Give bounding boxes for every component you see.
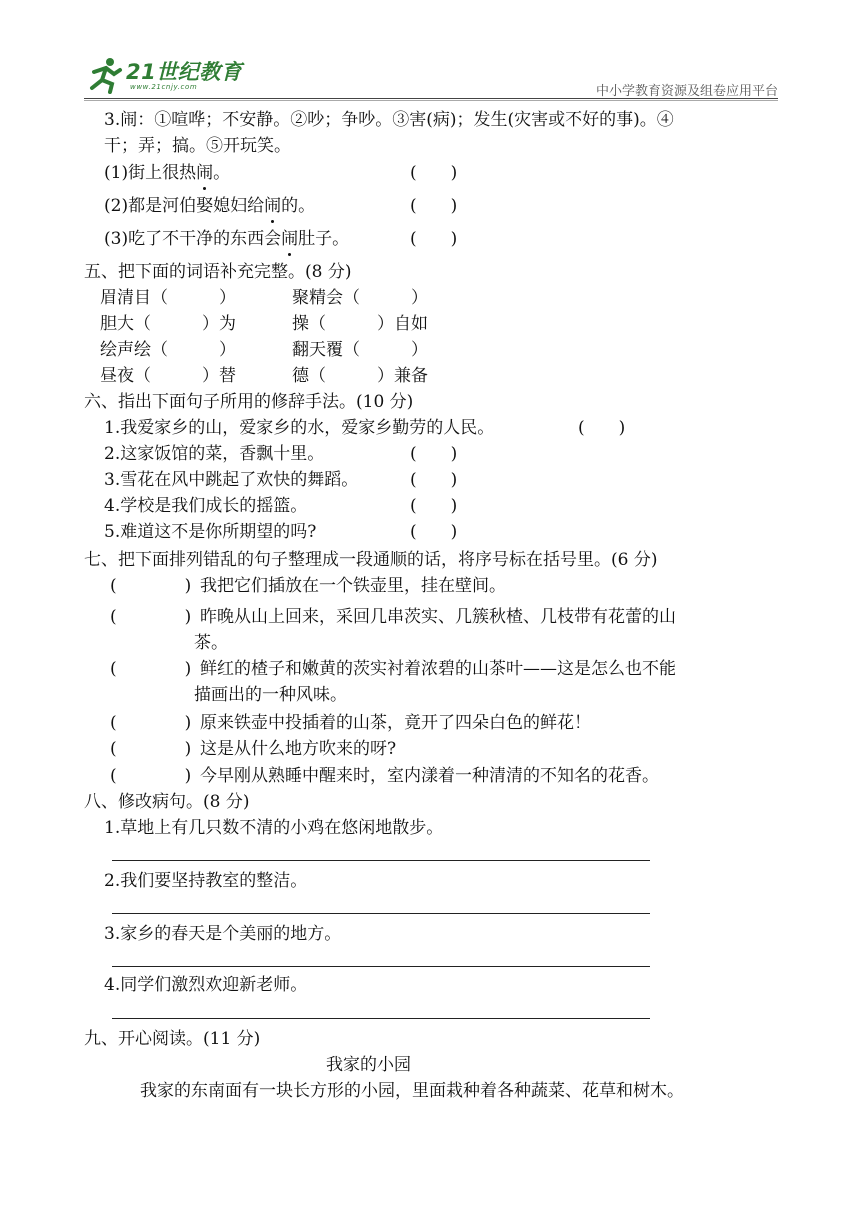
emphasis-char: 闹 xyxy=(196,160,213,186)
idiom-blank[interactable]: 眉清目（ ） xyxy=(100,288,236,308)
order-sentence: 今早刚从熟睡中醒来时，室内漾着一种清清的不知名的花香。 xyxy=(200,766,659,786)
q3-item-1: (1)街上很热闹。 xyxy=(104,160,230,186)
faulty-sentence: 1.草地上有几只数不清的小鸡在悠闲地散步。 xyxy=(104,818,444,838)
answer-paren[interactable]: ( ) xyxy=(410,163,458,183)
passage-title: 我家的小园 xyxy=(326,1055,411,1075)
order-paren[interactable]: ( ) xyxy=(110,766,192,786)
order-paren[interactable]: ( ) xyxy=(110,607,192,627)
order-sentence: 昨晚从山上回来，采回几串茨实、几簇秋楂、几枝带有花蕾的山 xyxy=(200,607,676,627)
q3-item-2: (2)都是河伯娶媳妇给闹的。 xyxy=(104,193,315,219)
idiom-blank[interactable]: 昼夜（ ）替 xyxy=(100,366,236,386)
answer-paren[interactable]: ( ) xyxy=(410,196,458,216)
answer-paren[interactable]: ( ) xyxy=(410,229,458,249)
answer-line[interactable] xyxy=(112,860,650,861)
section-6-title: 六、指出下面句子所用的修辞手法。(10 分) xyxy=(84,392,414,412)
logo-text: 21世纪教育 xyxy=(126,60,243,84)
header-divider-thin xyxy=(84,100,778,101)
rhetoric-sentence: 1.我爱家乡的山，爱家乡的水，爱家乡勤劳的人民。 xyxy=(104,418,495,438)
order-paren[interactable]: ( ) xyxy=(110,576,192,596)
idiom-blank[interactable]: 绘声绘（ ） xyxy=(100,340,236,360)
answer-line[interactable] xyxy=(112,966,650,967)
answer-paren[interactable]: ( ) xyxy=(410,444,458,464)
section-7-title: 七、把下面排列错乱的句子整理成一段通顺的话，将序号标在括号里。(6 分) xyxy=(84,550,658,570)
idiom-blank[interactable]: 德（ ）兼备 xyxy=(292,366,428,386)
faulty-sentence: 4.同学们激烈欢迎新老师。 xyxy=(104,975,308,995)
answer-line[interactable] xyxy=(112,913,650,914)
rhetoric-sentence: 4.学校是我们成长的摇篮。 xyxy=(104,496,308,516)
q3-item-3: (3)吃了不干净的东西会闹肚子。 xyxy=(104,226,349,252)
idiom-blank[interactable]: 胆大（ ）为 xyxy=(100,314,236,334)
answer-paren[interactable]: ( ) xyxy=(410,496,458,516)
passage-paragraph: 我家的东南面有一块长方形的小园，里面栽种着各种蔬菜、花草和树木。 xyxy=(140,1081,684,1101)
q3-definition-line2: 干；弄；搞。⑤开玩笑。 xyxy=(104,136,291,156)
rhetoric-sentence: 3.雪花在风中跳起了欢快的舞蹈。 xyxy=(104,470,359,490)
order-sentence: 这是从什么地方吹来的呀? xyxy=(200,739,397,759)
answer-paren[interactable]: ( ) xyxy=(578,418,626,438)
section-8-title: 八、修改病句。(8 分) xyxy=(84,792,250,812)
order-sentence-cont: 描画出的一种风味。 xyxy=(194,685,347,705)
rhetoric-sentence: 5.难道这不是你所期望的吗? xyxy=(104,522,317,542)
faulty-sentence: 2.我们要坚持教室的整洁。 xyxy=(104,871,308,891)
section-9-title: 九、开心阅读。(11 分) xyxy=(84,1029,261,1049)
order-sentence-cont: 茶。 xyxy=(194,633,228,653)
platform-label: 中小学教育资源及组卷应用平台 xyxy=(595,84,778,99)
order-sentence: 鲜红的楂子和嫩黄的茨实衬着浓碧的山茶叶——这是怎么也不能 xyxy=(200,659,676,679)
order-paren[interactable]: ( ) xyxy=(110,659,192,679)
emphasis-char: 闹 xyxy=(281,226,298,252)
logo-url: www.21cnjy.com xyxy=(130,83,198,91)
header-divider xyxy=(84,98,778,99)
rhetoric-sentence: 2.这家饭馆的菜，香飘十里。 xyxy=(104,444,325,464)
faulty-sentence: 3.家乡的春天是个美丽的地方。 xyxy=(104,924,342,944)
q3-definition-line1: 3.闹：①喧哗；不安静。②吵；争吵。③害(病)；发生(灾害或不好的事)。④ xyxy=(104,110,674,130)
idiom-blank[interactable]: 聚精会（ ） xyxy=(292,288,428,308)
order-paren[interactable]: ( ) xyxy=(110,739,192,759)
order-paren[interactable]: ( ) xyxy=(110,713,192,733)
order-sentence: 我把它们插放在一个铁壶里，挂在壁间。 xyxy=(200,576,506,596)
answer-paren[interactable]: ( ) xyxy=(410,522,458,542)
idiom-blank[interactable]: 操（ ）自如 xyxy=(292,314,428,334)
logo xyxy=(86,54,256,98)
answer-line[interactable] xyxy=(112,1018,650,1019)
running-man-logo-icon xyxy=(86,56,126,94)
emphasis-char: 闹 xyxy=(264,193,281,219)
answer-paren[interactable]: ( ) xyxy=(410,470,458,490)
section-5-title: 五、把下面的词语补充完整。(8 分) xyxy=(84,262,352,282)
idiom-blank[interactable]: 翻天覆（ ） xyxy=(292,340,428,360)
page-header xyxy=(0,0,860,100)
order-sentence: 原来铁壶中投插着的山茶，竟开了四朵白色的鲜花！ xyxy=(200,713,591,733)
